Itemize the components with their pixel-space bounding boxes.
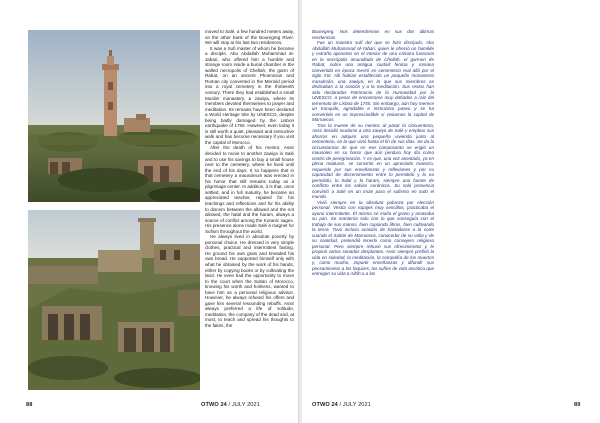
issue-number: 24 <box>331 402 338 408</box>
magazine-name: OTWO <box>201 402 221 408</box>
photo-chellah-necropolis <box>28 210 200 390</box>
left-page <box>0 0 298 423</box>
necropolis-photo-illustration <box>28 210 200 390</box>
page-number-left: 88 <box>26 402 33 408</box>
magazine-name: OTWO <box>312 402 332 408</box>
right-page <box>302 0 600 423</box>
spanish-paragraph: Fue un maestro sufí del que se hizo discípulo, Abu Abdallah Muhammad al-Yabari, quien le ofreció un humilde y extraño aposento en el interior de una cámara funeraria en la necrópolis amurallada de Chellah, el garmen de Rabat, sobre una antigua ciudad fenicia y romana convertida en época meriní en cementerio real allá por el siglo XIII. Allí habían establecido un pequeño monasterio musulmán, una zawiya, en la que sus miembros se dedicaban a la oración y a la meditación. Sus restos han sido declarados Patrimonio de la Humanidad por la UNESCO, a pesar de encontrarse muy dañados a raíz del terremoto de Lisboa de 1755. Sin embargo, aún hoy merece un tranquilo, agradable e instructivo paseo y se ha convertido en un imprescindible si visitamos la capital de Marruecos. <box>312 40 434 122</box>
minaret-photo-illustration <box>28 30 200 202</box>
spanish-article-column <box>312 29 434 394</box>
english-article-column <box>205 29 294 394</box>
photo-minaret-ruins <box>28 30 200 202</box>
english-paragraph: It was a Sufi master of whom he became a disciple, Abu Abdallah Muhammad al-Jabari, who offered him a humble and strange room inside a burial chamber in the walled necropolis of Chellah, the garm of Rabat, on an ancient Phoenician and Roman city converted in the Merinid period into a royal cemetery in the thirteenth century. There they had established a small Muslim monastery, a zawiya, where its members devoted themselves to prayer and meditation. Its remains have been declared a World Heritage Site by UNESCO, despite being badly damaged by the Lisbon earthquake of 1755. However, even today it is still worth a quiet, pleasant and instructive walk and has become necessary if you visit the capital of Morocco. <box>205 45 294 145</box>
footer-separator: / <box>226 402 232 408</box>
magazine-footer-right <box>312 402 371 408</box>
magazine-footer-left <box>201 402 260 408</box>
footer-separator: / <box>337 402 343 408</box>
english-paragraph: He always lived in absolute poverty by personal choice. He dressed in very simple clothes, practical and intermittent fasting. He ground his own grain and kneaded his own bread. He supported himself only with what he obtained by the work of his hands, either by copying books or by cultivating the land. He even had the opportunity to move to the court when the Sultan of Morocco, knowing his worth and holiness, wanted to have him as a personal religious advisor. However, he always refused his offers and gave him several resounding rebuffs. Assir always preferred a life of solitude, meditation, the company of the dead and, at most, to teach and spread his thoughts to the fakirs, the <box>205 234 294 328</box>
issue-number: 24 <box>220 402 227 408</box>
issue-date: JULY 2021 <box>231 402 260 408</box>
spanish-paragraph: Vivió siempre en la absoluta pobreza por elección personal. Vestía con ropajes muy sencillos, practicaba el ayuno intermitente. Él mismo se molía el grano y amasaba su pan. Se mantenía solo con lo que conseguía con el trabajo de sus manos, bien copiando libros, bien cultivando la tierra. Tuvo incluso ocasión de trasladarse a la corte cuando el Sultán de Marruecos, conocedor de su valía y de su santidad, pretendió tenerlo como consejero religioso personal. Pero siempre rehusó sus ofrecimientos y le propinó varios sonados desplantes. Assir siempre prefirió la vida en soledad, la meditación, la compañía de los muertos y, como mucho, impartir enseñanzas y difundir sus pensamientos a los faquires, los sufíes de vida ascética que entregan su vida a Alláh o a los <box>312 199 434 276</box>
spanish-paragraph: Bouregreg. Nos detendremos en sus dos últimas residencias. <box>312 29 434 40</box>
english-paragraph: After the death of his mentor, Assir decided to move to another zawiya in Salé and to use his savings to buy a small house next to the cemetery, where he lived until the end of his days. It so happens that in that cemetery a mausoleum was erected in his honor that still remains today as a pilgrimage center. In addition, it is that, once settled, and in full maturity, he became an appreciated teacher, reputed for his teachings and reflections and for his ability to discern between the allowed and the not allowed, the halal and the haram, always a source of conflict among the Koranic sages. His presence alone made Salé a magnet for Sufism throughout the world. <box>205 145 294 234</box>
page-number-right: 89 <box>574 402 581 408</box>
spanish-paragraph: Tras la muerte de su mentor, al pasar la cincuentena, Assir decidió mudarse a otra zawiya de Salé y emplear sus ahorros en adquirir una pequeña vivienda junto al cementerio, en la que vivió hasta el fin de sus días. Se da la circunstancia de que en ese camposanto se erigió un mausoleo en su honor que aún perdura hoy día como centro de peregrinación. Y es que, una vez asentado, ya en plena madurez, se convirtió en un apreciado maestro, requerido por sus enseñanzas y reflexiones y por su capacidad de discernimiento entre lo permitido y lo no permitido, lo halal y lo haram, siempre una fuente de conflicto entre los sabios coránicos. Su sola presencia convirtió a Salé en un imán para el sufismo en todo el mundo. <box>312 122 434 199</box>
english-paragraph: moved to Salé, a few hundred meters away, on the other bank of the Bouregreg River. We will stop at his last two residences. <box>205 29 294 46</box>
issue-date: JULY 2021 <box>342 402 371 408</box>
